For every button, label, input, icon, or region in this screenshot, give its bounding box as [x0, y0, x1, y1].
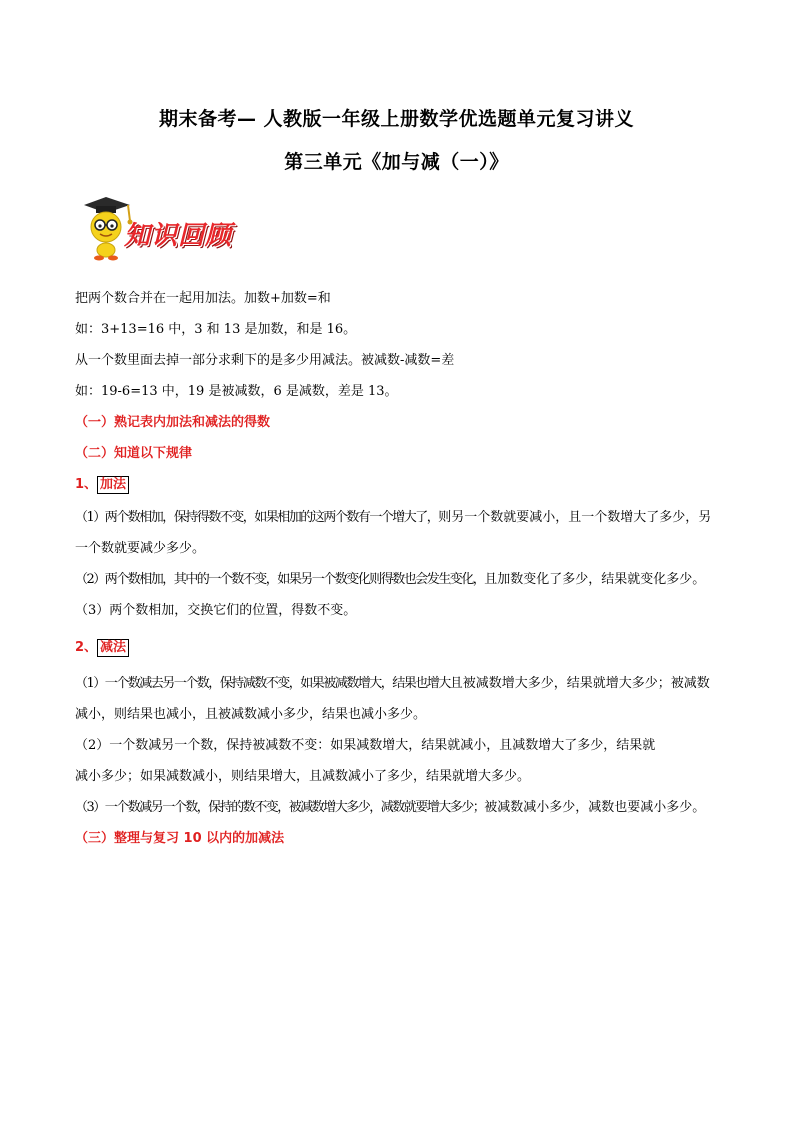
addition-rule-2 — [75, 571, 725, 589]
subtraction-rule-3-condition: （3）一个数减另一个数，保持的数不变，被减数增大多少，减数就要增大多少； — [75, 800, 485, 815]
subtraction-rule-3 — [75, 799, 725, 817]
addition-rule-1-rest: 则另一个数就要减小，且一个数增大了多少，另 — [438, 510, 712, 525]
intro-subtraction-example: 如：19-6=13 中，19 是被减数，6 是减数，差是 13。 — [75, 384, 398, 399]
addition-rule-2-rest: 且加数变化了多少，结果就变化多少。 — [484, 572, 706, 587]
addition-heading — [75, 476, 725, 494]
subtraction-number: 2、 — [75, 640, 98, 655]
subtraction-rule-1-condition: （1）一个数减去另一个数，保持减数不变，如果被减数增大，结果也增大 — [75, 676, 450, 691]
subtraction-rule-3-rest: 被减数减小多少，减数也要减小多少。 — [484, 800, 706, 815]
addition-rule-2-condition: （2）两个数相加，其中的一个数不变，如果另一个数变化则得数也会发生变化， — [75, 572, 485, 587]
subtraction-rule-1 — [75, 675, 725, 693]
addition-rule-1-continued: 一个数就要减少多少。 — [75, 541, 206, 556]
subtraction-rule-1-continued: 减小，则结果也减小，且被减数减小多少，结果也减小多少。 — [75, 707, 427, 722]
subtraction-rule-2: （2）一个数减另一个数，保持被减数不变：如果减数增大，结果就减小，且减数增大了多少，结果就 — [75, 738, 656, 753]
unit-subtitle: 第三单元《加与减（一）》 — [284, 151, 509, 173]
knowledge-review-logo — [80, 195, 260, 263]
intro-addition-definition: 把两个数合并在一起用加法。加数+加数=和 — [75, 291, 331, 306]
intro-addition-example: 如：3+13=16 中，3 和 13 是加数，和是 16。 — [75, 322, 357, 337]
section-heading-1: （一）熟记表内加法和减法的得数 — [75, 415, 271, 430]
subtraction-rule-2-continued: 减小多少；如果减数减小，则结果增大，且减数减小了多少，结果就增大多少。 — [75, 769, 531, 784]
addition-label-box: 加法 — [97, 476, 129, 494]
subtraction-rule-1-rest: 且被减数增大多少，结果就增大多少；被减数 — [449, 676, 710, 691]
addition-rule-3: （3）两个数相加，交换它们的位置，得数不变。 — [75, 603, 357, 618]
addition-rule-1-condition: （1）两个数相加，保持得数不变，如果相加的这两个数有一个增大了， — [75, 510, 439, 525]
addition-number: 1、 — [75, 477, 98, 492]
page-title: 期末备考— 人教版一年级上册数学优选题单元复习讲义 — [158, 108, 635, 130]
subtraction-heading — [75, 639, 725, 657]
subtraction-label-box: 减法 — [97, 639, 129, 657]
knowledge-review-heading: 知识回顾 — [124, 221, 233, 251]
intro-subtraction-definition: 从一个数里面去掉一部分求剩下的是多少用减法。被减数-减数=差 — [75, 353, 455, 368]
section-heading-2: （二）知道以下规律 — [75, 446, 193, 461]
section-heading-3: （三）整理与复习 10 以内的加减法 — [75, 831, 285, 846]
addition-rule-1 — [75, 509, 725, 527]
